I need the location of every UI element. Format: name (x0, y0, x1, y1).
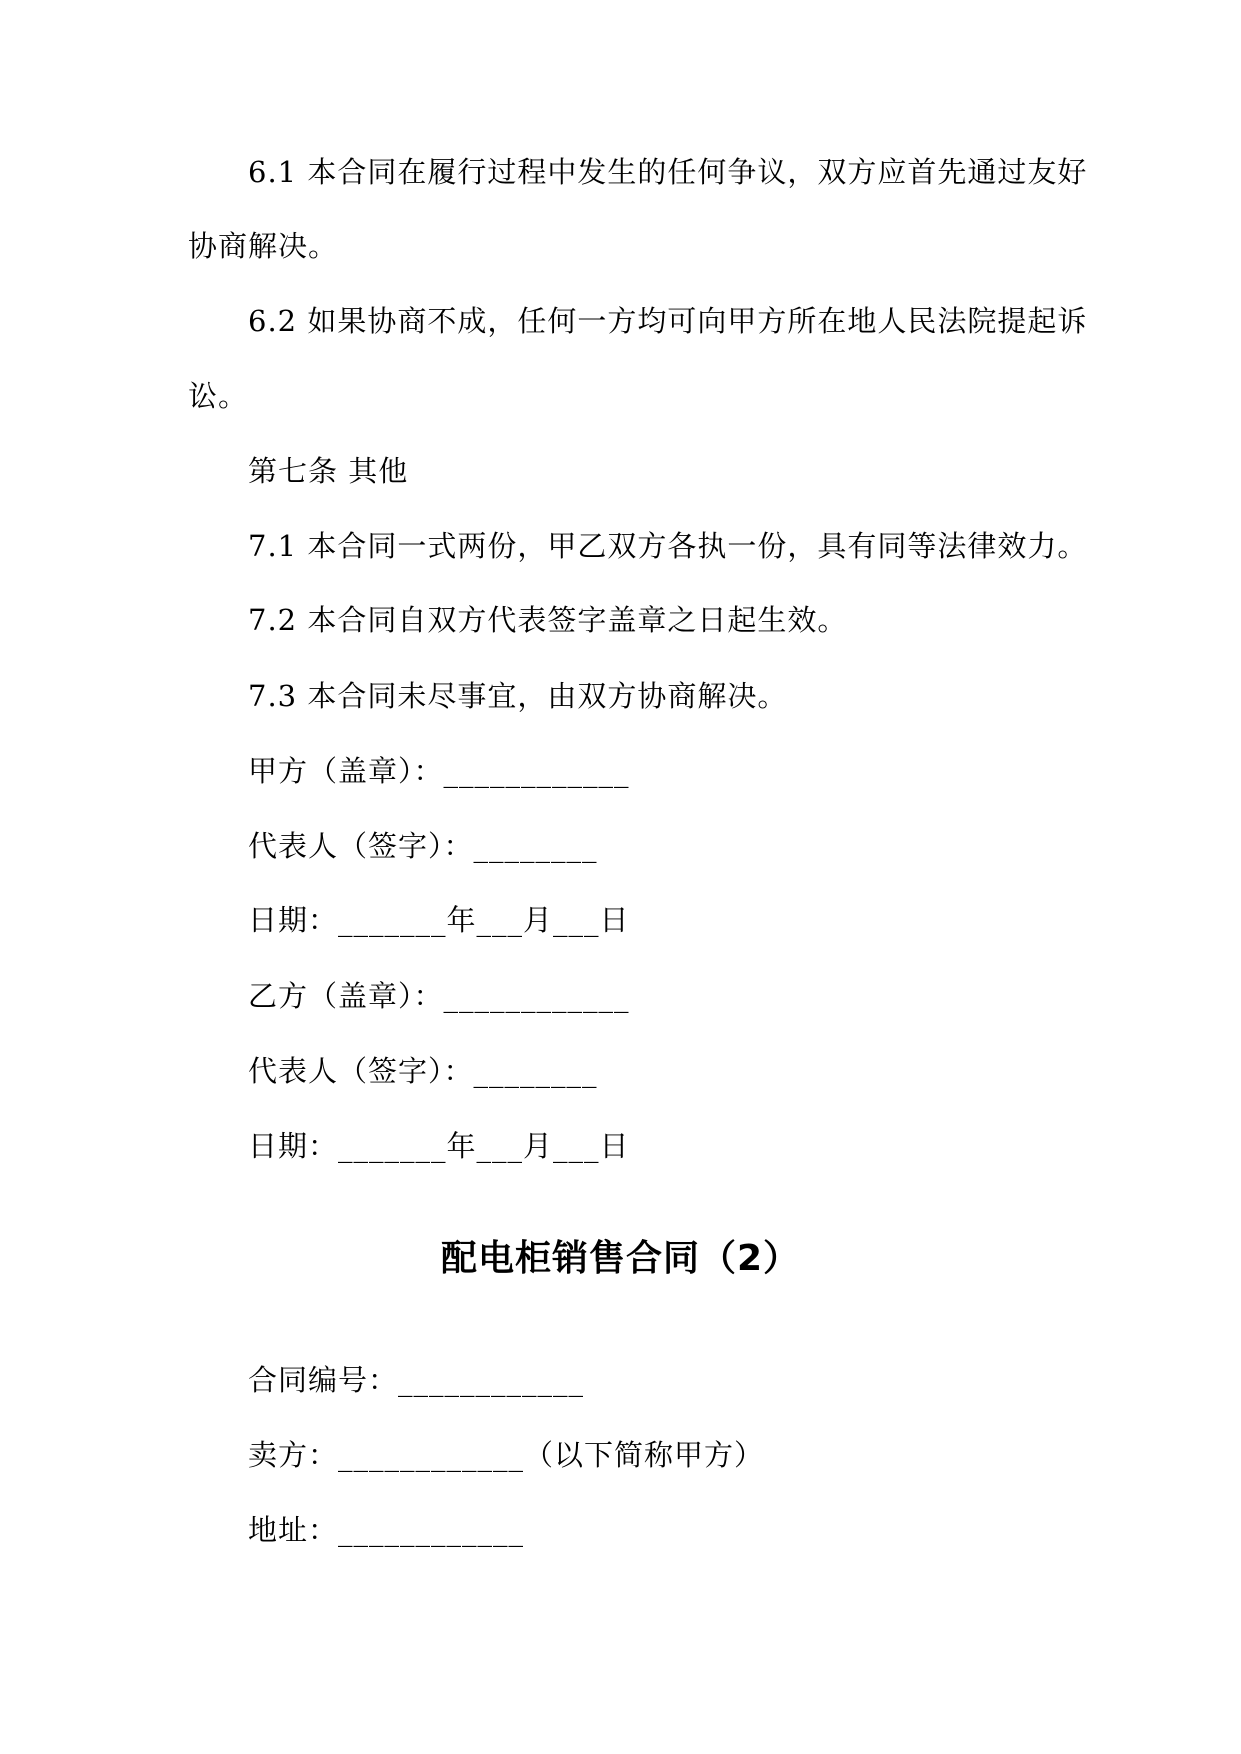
section-7-heading: 第七条 其他 (248, 454, 409, 488)
party-a-seal-field: 甲方（盖章）：____________ (248, 754, 630, 788)
contract-number-field: 合同编号：____________ (248, 1363, 585, 1397)
address-field: 地址：____________ (248, 1513, 525, 1547)
clause-6-2-line2: 讼。 (188, 379, 249, 413)
seller-field: 卖方：____________（以下简称甲方） (248, 1438, 765, 1472)
party-b-date-field: 日期：_______年___月___日 (248, 1129, 630, 1163)
clause-7-3: 7.3 本合同未尽事宜，由双方协商解决。 (248, 679, 788, 713)
clause-7-2: 7.2 本合同自双方代表签字盖章之日起生效。 (248, 603, 848, 637)
party-a-representative-field: 代表人（签字）：________ (248, 829, 598, 863)
clause-6-1-line2: 协商解决。 (188, 229, 339, 263)
party-b-seal-field: 乙方（盖章）：____________ (248, 979, 630, 1013)
party-b-representative-field: 代表人（签字）：________ (248, 1054, 598, 1088)
clause-6-2-line1: 6.2 如果协商不成，任何一方均可向甲方所在地人民法院提起诉 (248, 304, 1088, 338)
clause-6-1-line1: 6.1 本合同在履行过程中发生的任何争议，双方应首先通过友好 (248, 155, 1088, 189)
contract-2-title: 配电柜销售合同（2） (440, 1238, 801, 1279)
party-a-date-field: 日期：_______年___月___日 (248, 903, 630, 937)
clause-7-1: 7.1 本合同一式两份，甲乙双方各执一份，具有同等法律效力。 (248, 529, 1088, 563)
